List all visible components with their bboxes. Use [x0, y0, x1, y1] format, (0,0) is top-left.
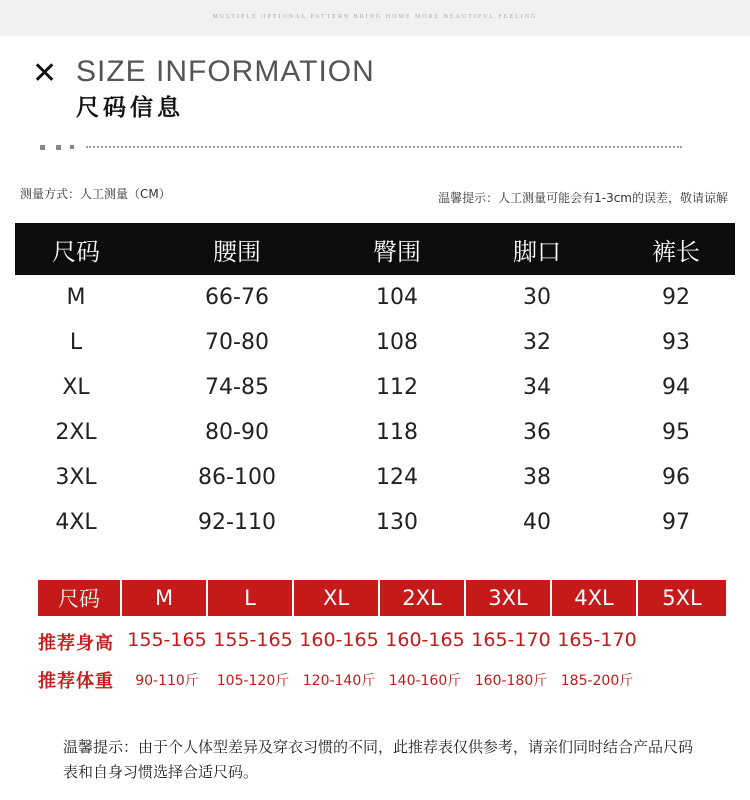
- cell-waist: 66-76: [205, 285, 269, 310]
- cell-hip: 124: [376, 465, 418, 490]
- col-header-hip: 臀围: [337, 223, 457, 275]
- cell-hip: 118: [376, 420, 418, 445]
- cell-size: M: [66, 285, 86, 310]
- col-header-size: 尺码: [15, 223, 137, 275]
- recommend-weight-row: [38, 667, 640, 693]
- height-value: 165-170: [471, 629, 551, 651]
- height-value: 160-165: [385, 629, 465, 651]
- cell-waist: 86-100: [198, 465, 276, 490]
- recommend-header-cell: 2XL: [380, 580, 466, 616]
- cell-leg-opening: 34: [523, 375, 551, 400]
- cell-waist: 92-110: [198, 510, 276, 535]
- cell-size: 3XL: [55, 465, 97, 490]
- cell-hip: 112: [376, 375, 418, 400]
- cell-length: 93: [662, 330, 690, 355]
- height-value: 160-165: [299, 629, 379, 651]
- dotted-divider: [86, 146, 682, 148]
- recommend-header-cell: M: [122, 580, 208, 616]
- size-table-header: [15, 223, 735, 275]
- close-x-icon: ✕: [32, 56, 58, 91]
- cell-hip: 108: [376, 330, 418, 355]
- recommend-header-size: 尺码: [38, 580, 122, 616]
- table-row: [15, 500, 735, 545]
- weight-value: 160-180斤: [474, 673, 548, 689]
- recommend-header-cell: 5XL: [638, 580, 726, 616]
- cell-hip: 130: [376, 510, 418, 535]
- cell-size: XL: [62, 375, 90, 400]
- height-label: 推荐身高: [38, 633, 114, 654]
- banner-text: MULTIPLE OPTIONAL PATTERN BRING HOME MORE BEAUTIFUL FEELING: [212, 14, 538, 20]
- cell-length: 94: [662, 375, 690, 400]
- col-header-waist: 腰围: [137, 223, 337, 275]
- table-row: [15, 365, 735, 410]
- cell-length: 96: [662, 465, 690, 490]
- recommend-header-cell: 3XL: [466, 580, 552, 616]
- measure-method-note: 测量方式：人工测量（CM）: [20, 187, 171, 201]
- recommend-header-cell: L: [208, 580, 294, 616]
- top-banner: [0, 0, 750, 36]
- cell-length: 92: [662, 285, 690, 310]
- cell-hip: 104: [376, 285, 418, 310]
- cell-length: 97: [662, 510, 690, 535]
- weight-value: 140-160斤: [388, 673, 462, 689]
- cell-length: 95: [662, 420, 690, 445]
- decor-square: [70, 145, 74, 149]
- table-row: [15, 455, 735, 500]
- recommend-header-cell: 4XL: [552, 580, 638, 616]
- weight-value: 90-110斤: [135, 673, 199, 689]
- cell-leg-opening: 36: [523, 420, 551, 445]
- measure-warning-note: 温馨提示：人工测量可能会有1-3cm的误差，敬请谅解: [438, 191, 728, 205]
- recommend-header-cell: XL: [294, 580, 380, 616]
- cell-size: L: [69, 330, 83, 355]
- weight-value: 185-200斤: [560, 673, 634, 689]
- table-row: [15, 410, 735, 455]
- cell-waist: 74-85: [205, 375, 269, 400]
- cell-leg-opening: 32: [523, 330, 551, 355]
- size-table: [15, 223, 735, 545]
- recommend-height-row: [38, 629, 640, 655]
- table-row: [15, 275, 735, 320]
- title-chinese: 尺码信息: [76, 95, 184, 121]
- decor-square: [56, 145, 61, 150]
- weight-label: 推荐体重: [38, 671, 114, 692]
- cell-leg-opening: 30: [523, 285, 551, 310]
- col-header-length: 裤长: [617, 223, 735, 275]
- footer-tip: 温馨提示：由于个人体型差异及穿衣习惯的不同，此推荐表仅供参考，请亲们同时结合产品尺码表和自身习惯选择合适尺码。: [63, 738, 694, 781]
- decor-square: [40, 145, 45, 150]
- cell-size: 2XL: [55, 420, 97, 445]
- height-value: 155-165: [213, 629, 293, 651]
- cell-waist: 80-90: [205, 420, 269, 445]
- title-english: SIZE INFORMATION: [76, 55, 375, 88]
- cell-waist: 70-80: [205, 330, 269, 355]
- weight-value: 105-120斤: [216, 673, 290, 689]
- cell-leg-opening: 40: [523, 510, 551, 535]
- col-header-leg-opening: 脚口: [457, 223, 617, 275]
- cell-size: 4XL: [55, 510, 97, 535]
- weight-value: 120-140斤: [302, 673, 376, 689]
- recommend-header: [38, 580, 726, 616]
- height-value: 155-165: [127, 629, 207, 651]
- table-row: [15, 320, 735, 365]
- cell-leg-opening: 38: [523, 465, 551, 490]
- height-value: 165-170: [557, 629, 637, 651]
